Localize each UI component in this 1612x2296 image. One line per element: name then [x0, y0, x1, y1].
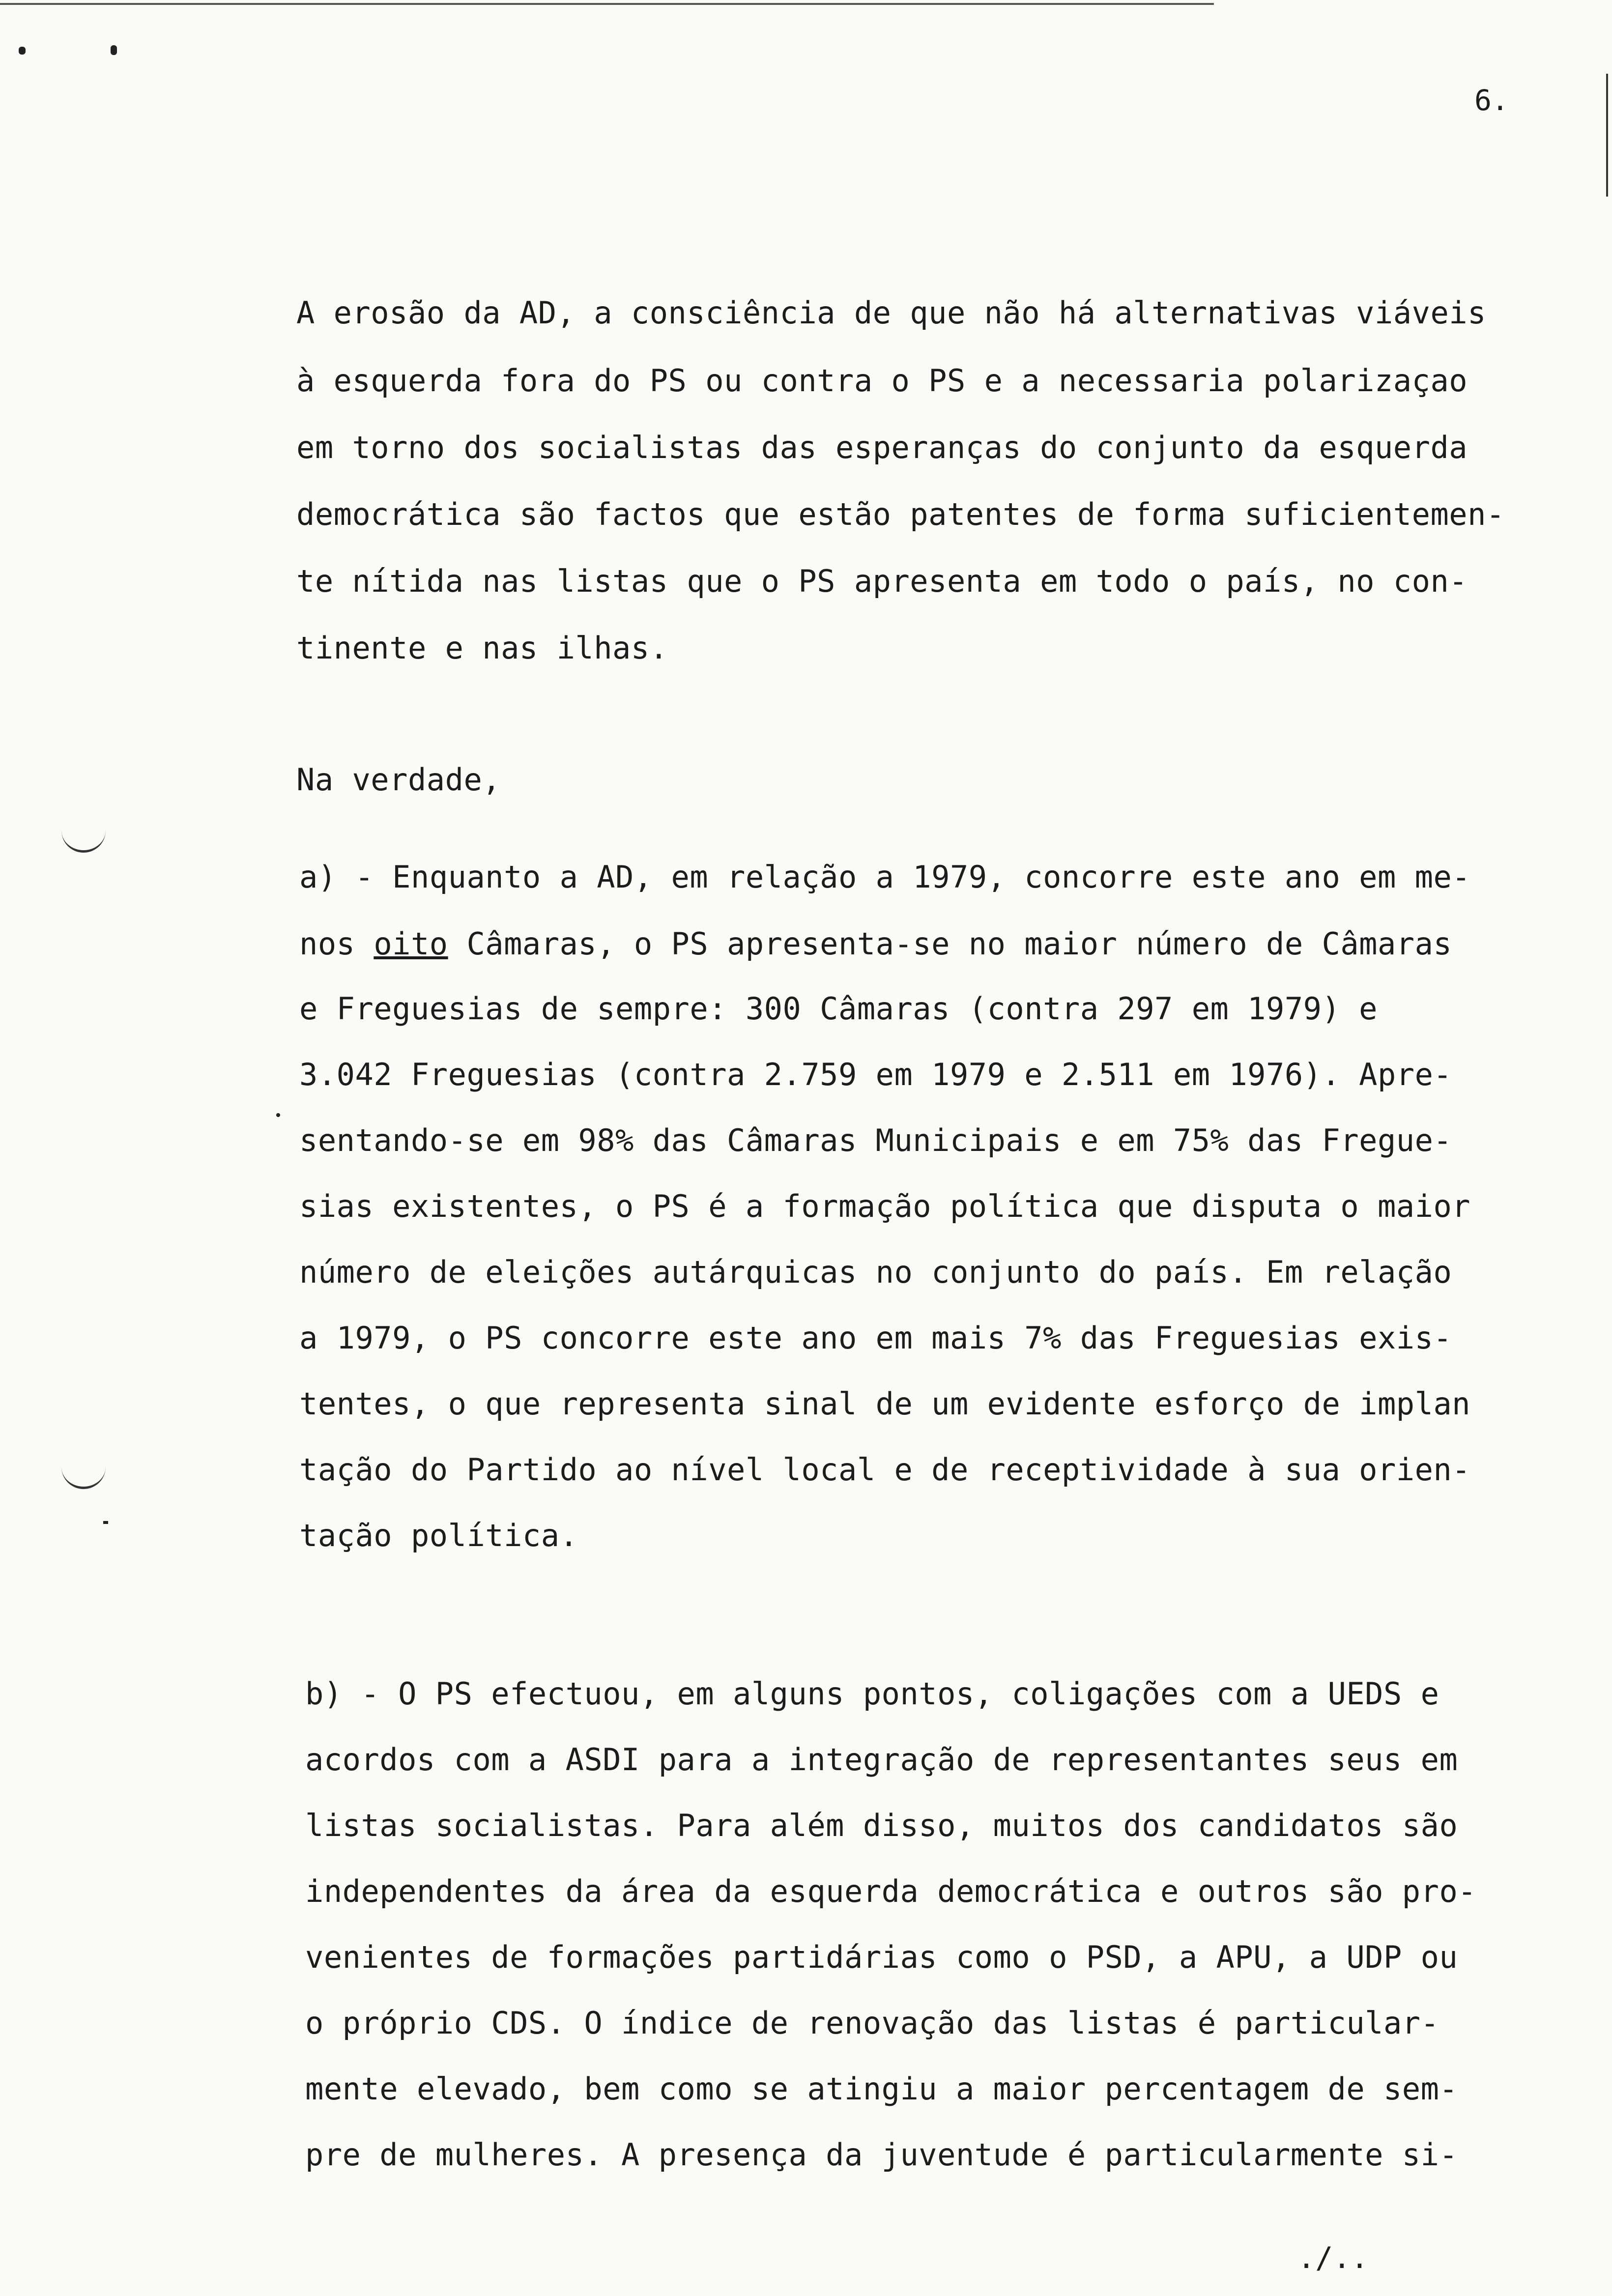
page-number: 6.	[1474, 84, 1509, 117]
text-line: tentes, o que representa sinal de um evidente esforço de implan	[299, 1386, 1471, 1422]
text-line: o próprio CDS. O índice de renovação das listas é particular-	[305, 2005, 1439, 2041]
text-line: Na verdade,	[296, 762, 501, 798]
margin-fold-mark-bottom	[61, 1467, 106, 1489]
text-line: em torno dos socialistas das esperanças do conjunto da esquerda	[296, 430, 1468, 465]
text-line: te nítida nas listas que o PS apresenta em todo o país, no con-	[296, 563, 1468, 599]
text-line: acordos com a ASDI para a integração de representantes seus em	[305, 1742, 1458, 1778]
text-line: à esquerda fora do PS ou contra o PS e a necessaria polarizaçao	[296, 363, 1468, 399]
text-line: mente elevado, bem como se atingiu a maior percentagem de sem-	[305, 2071, 1458, 2107]
punch-mark-left	[19, 47, 26, 55]
text-line: 3.042 Freguesias (contra 2.759 em 1979 e 2.511 em 1976). Apre-	[299, 1057, 1452, 1092]
text-line: tação política.	[299, 1518, 578, 1553]
continuation-mark: ./..	[1297, 2241, 1369, 2275]
text-line: independentes da área da esquerda democrática e outros são pro-	[305, 1873, 1477, 1909]
text-line: tinente e nas ilhas.	[296, 630, 668, 666]
text-line: número de eleições autárquicas no conjunto do país. Em relação	[299, 1254, 1452, 1290]
margin-dot	[276, 1113, 280, 1117]
text-line: a) - Enquanto a AD, em relação a 1979, concorre este ano em me-	[299, 859, 1471, 895]
text-fragment: nos	[299, 926, 374, 962]
text-line: sias existentes, o PS é a formação política que disputa o maior	[299, 1188, 1471, 1224]
text-line: pre de mulheres. A presença da juventude é particularmente si-	[305, 2137, 1458, 2173]
margin-fold-mark-top	[61, 831, 106, 853]
text-line	[299, 926, 1452, 962]
top-rule	[0, 3, 1214, 5]
text-line: listas socialistas. Para além disso, muitos dos candidatos são	[305, 1808, 1458, 1843]
text-line: venientes de formações partidárias como o PSD, a APU, a UDP ou	[305, 1939, 1458, 1975]
text-line: democrática são factos que estão patentes de forma suficientemen-	[296, 496, 1505, 532]
text-line: A erosão da AD, a consciência de que não há alternativas viáveis	[296, 295, 1486, 331]
text-line: a 1979, o PS concorre este ano em mais 7% das Freguesias exis-	[299, 1320, 1452, 1356]
text-fragment: Câmaras, o PS apresenta-se no maior número de Câmaras	[448, 926, 1452, 962]
underlined-word: oito	[374, 926, 448, 962]
text-line: b) - O PS efectuou, em alguns pontos, coligações com a UEDS e	[305, 1676, 1439, 1712]
punch-mark-right	[111, 45, 117, 55]
text-line: tação do Partido ao nível local e de receptividade à sua orien-	[299, 1452, 1471, 1488]
margin-dot	[103, 1521, 108, 1524]
text-line: e Freguesias de sempre: 300 Câmaras (contra 297 em 1979) e	[299, 991, 1378, 1027]
text-line: sentando-se em 98% das Câmaras Municipais e em 75% das Fregue-	[299, 1122, 1452, 1158]
page-edge-mark	[1606, 74, 1608, 197]
